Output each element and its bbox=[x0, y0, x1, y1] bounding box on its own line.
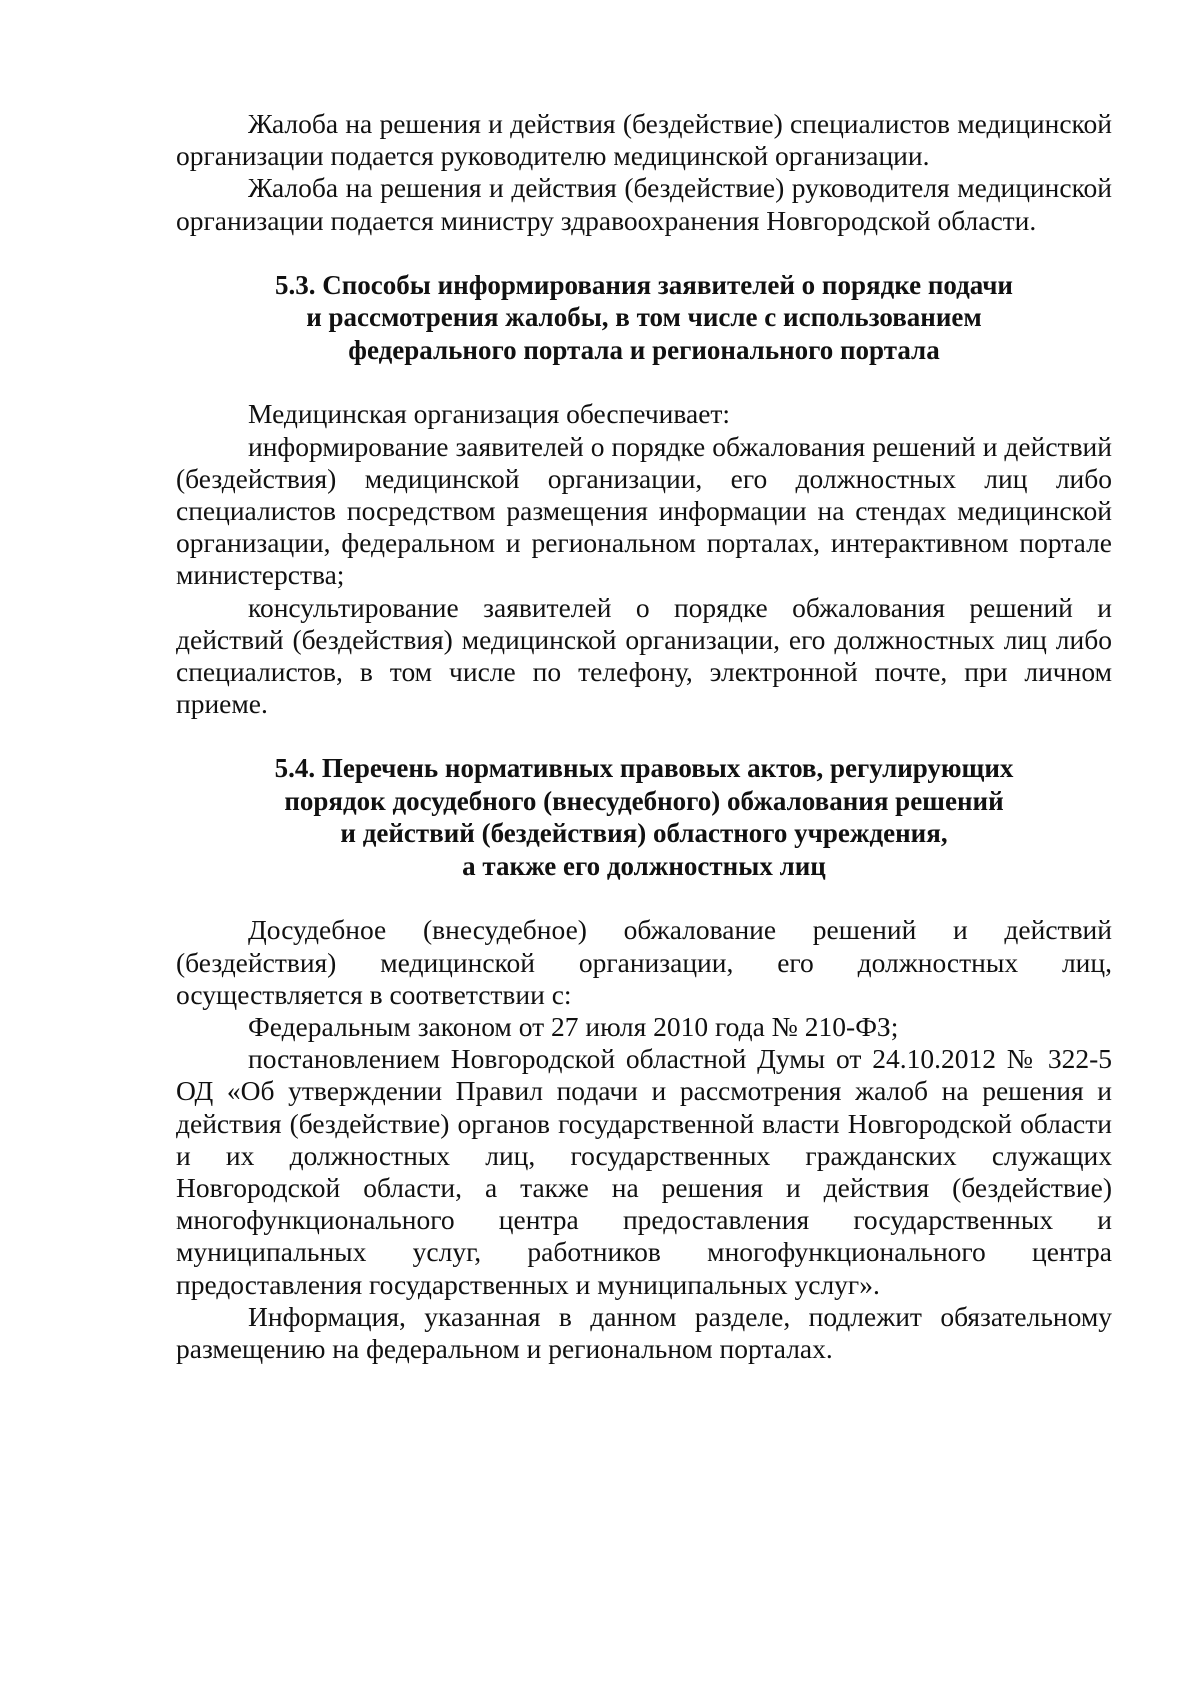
section-5-3-paragraph-2: информирование заявителей о порядке обжалования решений и действий (бездействия) медицинской организации, его должностных лиц либо специалистов посредством размещения информации на стендах медицинской организации, федеральном и региональном порталах, интерактивном портале министерства; bbox=[176, 430, 1112, 591]
section-5-3-paragraph-1: Медицинская организация обеспечивает: bbox=[248, 398, 731, 430]
document-page bbox=[176, 108, 1112, 1365]
section-5-4-heading-line: и действий (бездействия) областного учреждения, bbox=[340, 818, 948, 849]
intro-paragraph-1: Жалоба на решения и действия (бездействие) специалистов медицинской организации подается руководителю медицинской организации. bbox=[176, 108, 1112, 172]
intro-paragraph-2: Жалоба на решения и действия (бездействие) руководителя медицинской организации подается министру здравоохранения Новгородской области. bbox=[176, 172, 1112, 236]
section-5-4-heading bbox=[176, 752, 1112, 882]
section-5-4-paragraph-1: Досудебное (внесудебное) обжалование решений и действий (бездействия) медицинской организации, его должностных лиц, осуществляется в соответствии с: bbox=[176, 914, 1112, 1010]
section-5-3-heading bbox=[176, 269, 1112, 367]
section-5-4-heading-line: 5.4. Перечень нормативных правовых актов, регулирующих bbox=[274, 753, 1014, 784]
section-5-4-heading-line: а также его должностных лиц bbox=[462, 850, 826, 881]
section-5-4-paragraph-2: Федеральным законом от 27 июля 2010 года № 210-ФЗ; bbox=[248, 1010, 899, 1042]
section-5-3-heading-line: федерального портала и регионального портала bbox=[348, 334, 940, 365]
section-5-3-paragraph-3: консультирование заявителей о порядке обжалования решений и действий (бездействия) медицинской организации, его должностных лиц либо специалистов, в том числе по телефону, электронной почте, при личном приеме. bbox=[176, 591, 1112, 720]
section-5-4-paragraph-4: Информация, указанная в данном разделе, подлежит обязательному размещению на федеральном и региональном порталах. bbox=[176, 1300, 1112, 1364]
section-5-3-heading-line: 5.3. Способы информирования заявителей о порядке подачи bbox=[275, 269, 1013, 300]
section-5-4-paragraph-3: постановлением Новгородской областной Думы от 24.10.2012 № 322-5 ОД «Об утверждении Правил подачи и рассмотрения жалоб на решения и действия (бездействие) органов государственной власти Новгородской области и их должностных лиц, государственных гражданских служащих Новгородской области, а также на решения и действия (бездействие) многофункционального центра предоставления государственных и муниципальных услуг, работников многофункционального центра предоставления государственных и муниципальных услуг». bbox=[176, 1043, 1112, 1300]
section-5-4-heading-line: порядок досудебного (внесудебного) обжалования решений bbox=[284, 785, 1004, 816]
section-5-3-heading-line: и рассмотрения жалобы, в том числе с использованием bbox=[306, 302, 982, 333]
